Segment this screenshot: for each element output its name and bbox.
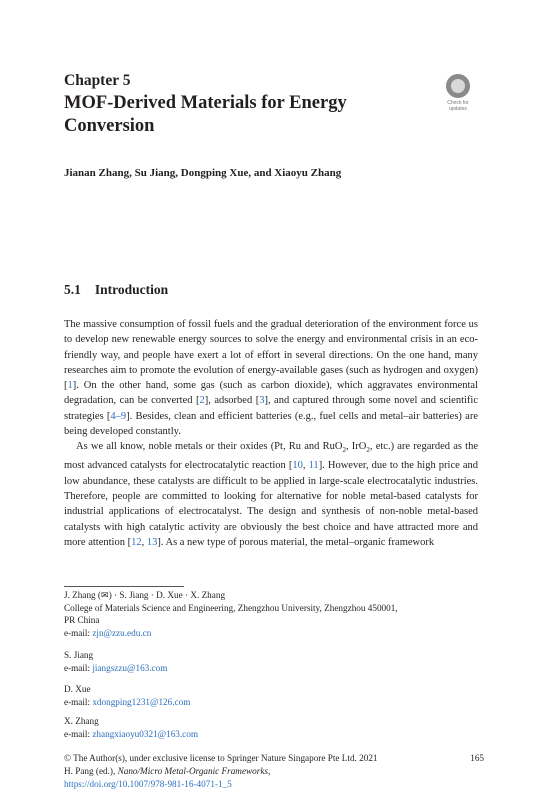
- email-label: e-mail:: [64, 627, 93, 638]
- chapter-title: [64, 92, 347, 138]
- email-line: [64, 662, 484, 675]
- text: ], adsorbed [: [204, 395, 260, 407]
- editor-line: [64, 765, 484, 778]
- copyright-line: © The Author(s), under exclusive license to Springer Nature Singapore Pte Ltd. 2021: [64, 753, 378, 763]
- citation-link[interactable]: 10: [292, 460, 303, 472]
- text: ]. On the other hand, some gas (such as carbon dioxide), which aggravates environmental degradation, can be converted [: [64, 380, 478, 407]
- section-number: 5.1: [64, 282, 81, 297]
- citation-link[interactable]: 11: [308, 460, 319, 472]
- chapter-title-line2: Conversion: [64, 116, 155, 136]
- subscript: 2: [342, 446, 346, 455]
- citation-link[interactable]: 2: [199, 395, 205, 407]
- text: ]. As a new type of porous material, the metal–organic framework: [157, 536, 435, 548]
- author-list: Jianan Zhang, Su Jiang, Dongping Xue, and Xiaoyu Zhang: [64, 167, 342, 179]
- affiliation-institution: College of Materials Science and Engineering, Zhengzhou University, Zhengzhou 450001,: [64, 602, 398, 613]
- email-link[interactable]: xdongping1231@126.com: [92, 696, 191, 707]
- check-for-updates-icon: [446, 74, 470, 98]
- citation-link[interactable]: 1: [67, 380, 73, 392]
- section-title: Introduction: [94, 282, 169, 297]
- text: The massive consumption of fossil fuels and the gradual deterioration of the environment force us to develop new renewable energy sources to solve the energy and environmental crisis in an eco-friendly way, and people have exert a lot of effort in several directions. On the one hand, many researches aim to promote the evolution of energy-available gases (such as hydrogen and oxygen) [: [64, 319, 478, 392]
- email-link[interactable]: zhangxiaoyu0321@163.com: [92, 728, 199, 739]
- check-for-updates-badge[interactable]: [441, 74, 475, 110]
- page-footer: [64, 752, 484, 790]
- affiliation-names: J. Zhang (✉) · S. Jiang · D. Xue · X. Zhang: [64, 590, 226, 600]
- author-name: S. Jiang: [64, 650, 94, 660]
- text: As we all know, noble metals or their oxides (Pt, Ru and RuO: [76, 441, 343, 452]
- text: ]. However, due to the high price and low abundance, these catalysts are difficult to be applied in large-scale electrocatalytic industries. Therefore, people are committed to looking for alternative for noble metal-based catalysts for industrial applications of electrocatalyst. The design and synthesis of non-noble metal-based catalysts with high catalytic activity are obviously the best choice and have attracted more and more attention [: [64, 460, 478, 548]
- email-line: [64, 728, 484, 741]
- text: ,: [141, 536, 147, 548]
- subscript: 2: [366, 446, 370, 455]
- text: , etc.) are regarded as the most advanced catalysts for electrocatalytic reaction [: [64, 441, 479, 472]
- author-contact: [64, 715, 484, 740]
- chapter-label: Chapter 5: [64, 72, 131, 89]
- email-line: [64, 627, 484, 640]
- author-name: X. Zhang: [64, 716, 99, 726]
- citation-link[interactable]: 4–9: [110, 410, 127, 422]
- badge-line2: updates: [449, 106, 467, 112]
- text: ]. Besides, clean and efficient batteries (e.g., fuel cells and metal–air batteries) are being developed constantly.: [64, 410, 478, 438]
- citation-link[interactable]: 12: [131, 536, 142, 548]
- chapter-title-line1: MOF-Derived Materials for Energy: [64, 93, 347, 113]
- email-label: e-mail:: [64, 662, 93, 673]
- text: ,: [302, 460, 309, 472]
- text: H. Pang (ed.),: [64, 765, 118, 776]
- citation-link[interactable]: 3: [259, 395, 265, 407]
- text: , IrO: [345, 441, 367, 452]
- badge-line1: Check for: [447, 100, 469, 106]
- text: ,: [267, 765, 271, 776]
- section-heading: [64, 282, 168, 298]
- affiliation-footnote: [64, 589, 484, 639]
- doi-link[interactable]: https://doi.org/10.1007/978-981-16-4071-1_5: [64, 778, 232, 789]
- paragraph-2: [64, 439, 478, 550]
- email-label: e-mail:: [64, 696, 93, 707]
- email-link[interactable]: jiangszzu@163.com: [92, 662, 168, 673]
- affiliation-country: PR China: [64, 615, 100, 625]
- email-link[interactable]: zjn@zzu.edu.cn: [92, 627, 152, 638]
- paragraph-1: [64, 317, 478, 439]
- page-number: 165: [470, 753, 484, 763]
- author-name: D. Xue: [64, 684, 91, 694]
- email-line: [64, 696, 484, 709]
- citation-link[interactable]: 13: [146, 536, 158, 548]
- author-contact: [64, 649, 484, 674]
- text: ], and captured through some novel and scientific strategies [: [64, 395, 479, 422]
- book-title: Nano/Micro Metal-Organic Frameworks: [117, 765, 268, 776]
- footnote-divider: [64, 586, 184, 587]
- badge-text: [441, 100, 475, 112]
- author-contact: [64, 683, 484, 708]
- email-label: e-mail:: [64, 728, 93, 739]
